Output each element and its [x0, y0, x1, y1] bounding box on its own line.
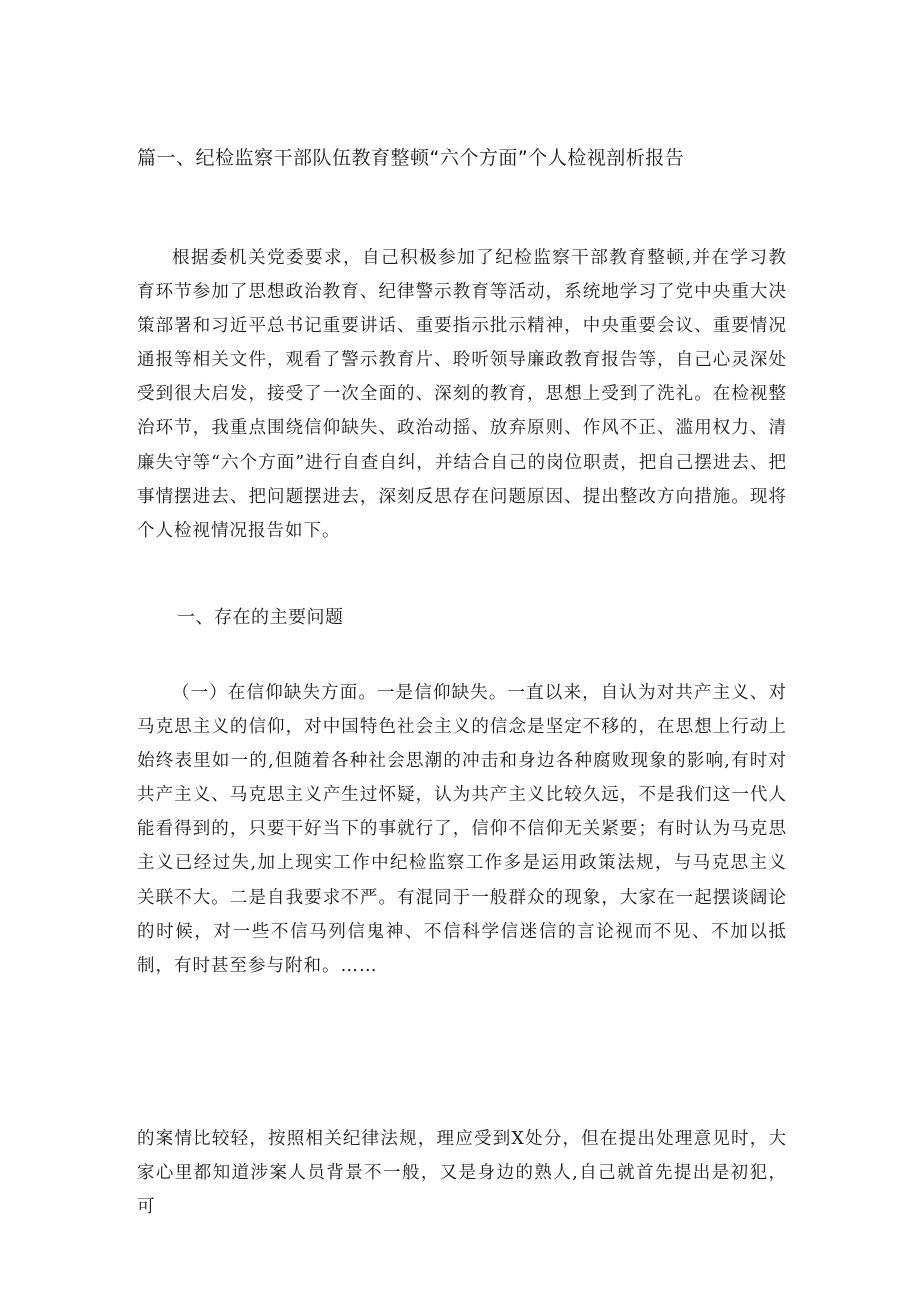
intro-paragraph: 根据委机关党委要求，自己积极参加了纪检监察干部教育整顿,并在学习教育环节参加了思想政治教育、纪律警示教育等活动，系统地学习了党中央重大决策部署和习近平总书记重要讲话、重要指示批示精神，中央重要会议、重要情况通报等相关文件，观看了警示教育片、聆听领导廉政教育报告等，自己心灵深处受到很大启发，接受了一次全面的、深刻的教育，思想上受到了洗礼。在检视整治环节，我重点围绕信仰缺失、政治动摇、放弃原则、作风不正、滥用权力、清廉失守等“六个方面”进行自查自纠，并结合自己的岗位职责，把自己摆进去、把事情摆进去、把问题摆进去，深刻反思存在问题原因、提出整改方向措施。现将个人检视情况报告如下。 [137, 248, 787, 541]
continued-paragraph: 的案情比较轻，按照相关纪律法规，理应受到X处分，但在提出处理意见时，大家心里都知道涉案人员背景不一般，又是身边的熟人,自己就首先提出是初犯，可 [137, 1129, 787, 1218]
body-paragraph: （一）在信仰缺失方面。一是信仰缺失。一直以来，自认为对共产主义、对马克思主义的信仰，对中国特色社会主义的信念是坚定不移的，在思想上行动上始终表里如一的,但随着各种社会思潮的冲击和身边各种腐败现象的影响,有时对共产主义、马克思主义产生过怀疑，认为共产主义比较久远，不是我们这一代人能看得到的，只要干好当下的事就行了，信仰不信仰无关紧要；有时认为马克思主义已经过失,加上现实工作中纪检监察工作多是运用政策法规，与马克思主义关联不大。二是自我要求不严。有混同于一般群众的现象，大家在一起摆谈阔论的时候，对一些不信马列信鬼神、不信科学信迷信的言论视而不见、不加以抵制，有时甚至参与附和。…… [137, 683, 787, 976]
section-heading: 一、存在的主要问题 [177, 607, 344, 628]
document-title: 篇一、纪检监察干部队伍教育整顿“六个方面”个人检视剖析报告 [137, 147, 685, 169]
